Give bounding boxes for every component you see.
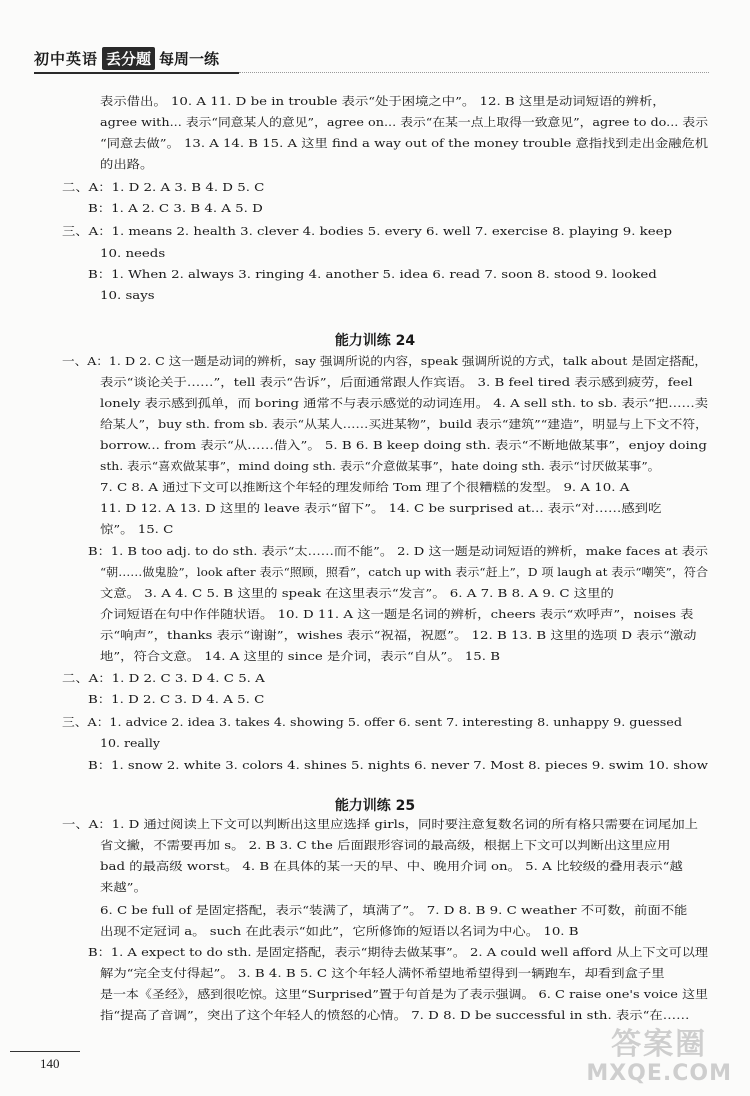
watermark	[586, 1019, 732, 1086]
text-line: 二、A：1. D 2. A 3. B 4. D 5. C	[62, 180, 265, 194]
running-header	[34, 46, 219, 70]
text-line: 来越”。	[100, 880, 147, 894]
text-line: 表示借出。 10. A 11. D be in trouble 表示“处于困境之中”。 12. B 这里是动词短语的辨析，	[100, 94, 666, 108]
text-line: B：1. A 2. C 3. B 4. A 5. D	[88, 201, 263, 215]
text-line: 11. D 12. A 13. D 这里的 leave 表示“留下”。 14. C be surprised at... 表示“对……感到吃	[100, 501, 662, 515]
text-line: B：1. When 2. always 3. ringing 4. another 5. idea 6. read 7. soon 8. stood 9. looked	[88, 267, 657, 281]
book-title: 初中英语	[34, 49, 99, 68]
text-line: 三、A：1. means 2. health 3. clever 4. bodies 5. every 6. well 7. exercise 8. playing 9. keep	[62, 224, 672, 238]
text-line: B：1. A expect to do sth. 是固定搭配，表示“期待去做某事”。 2. A could well afford 从上下文可以理	[88, 945, 709, 959]
text-line: B：1. D 2. C 3. D 4. A 5. C	[88, 692, 265, 706]
page-number: 140	[40, 1056, 60, 1071]
text-line: 文意。 3. A 4. C 5. B 这里的 speak 在这里表示“发言”。 6. A 7. B 8. A 9. C 这里的	[100, 586, 614, 600]
text-line: 10. says	[100, 288, 155, 302]
section-title-24: 能力训练 24	[334, 333, 416, 349]
header-rule	[34, 72, 239, 74]
text-line: 的出路。	[100, 157, 154, 171]
text-line: agree with... 表示“同意某人的意见”，agree on... 表示“在某一点上取得一致意见”，agree to do... 表示	[100, 115, 708, 129]
text-line: 是一本《圣经》，感到很吃惊。这里“Surprised”置于句首是为了表示强调。 6. C raise one's voice 这里	[100, 987, 708, 1001]
text-line: 6. C be full of 是固定搭配，表示“装满了，填满了”。 7. D 8. B 9. C weather 不可数，前面不能	[100, 903, 688, 917]
series-subtitle: 每周一练	[159, 49, 220, 68]
text-line: 7. C 8. A 通过下文可以推断这个年轻的理发师给 Tom 理了个很糟糕的发型。 9. A 10. A	[100, 480, 630, 494]
text-line: 一、A：1. D 2. C 这一题是动词的辨析，say 强调所说的内容，speak 强调所说的方式，talk about 是固定搭配，	[62, 354, 707, 368]
text-line: 三、A：1. advice 2. idea 3. takes 4. showing 5. offer 6. sent 7. interesting 8. unhappy 9. guessed	[62, 715, 683, 729]
text-line: 给某人”，buy sth. from sb. 表示“从某人……买进某物”，build 表示“建筑”“建造”，明显与上下文不符，	[100, 417, 708, 431]
text-line: B：1. B too adj. to do sth. 表示“太……而不能”。 2. D 这一题是动词短语的辨析，make faces at 表示	[88, 544, 708, 558]
text-line: “同意去做”。 13. A 14. B 15. A 这里 find a way out of the money trouble 意指找到走出金融危机	[100, 136, 708, 150]
text-line: 地”，符合文意。 14. A 这里的 since 是介词，表示“自从”。 15. B	[100, 649, 500, 663]
text-line: bad 的最高级 worst。 4. B 在具体的某一天的早、中、晚用介词 on。 5. A 比较级的叠用表示“越	[100, 859, 683, 873]
header-dotted-rule	[239, 72, 709, 73]
footer-rule	[10, 1051, 80, 1052]
text-line: borrow... from 表示“从……借入”。 5. B 6. B keep doing sth. 表示“不断地做某事”，enjoy doing	[100, 438, 707, 452]
text-line: 解为“完全支付得起”。 3. B 4. B 5. C 这个年轻人满怀希望地希望得到一辆跑车，却看到盒子里	[100, 966, 665, 980]
series-badge: 丢分题	[102, 47, 155, 70]
watermark-logo: 答案圈	[611, 1027, 708, 1062]
text-line: lonely 表示感到孤单，而 boring 通常不与表示感觉的动词连用。 4. A sell sth. to sb. 表示“把……卖	[100, 396, 708, 410]
text-line: 指“提高了音调”，突出了这个年轻人的愤怒的心情。 7. D 8. D be successful in sth. 表示“在……	[100, 1008, 690, 1022]
text-line: “朝……做鬼脸”，look after 表示“照顾，照看”，catch up with 表示“赶上”，D 项 laugh at 表示“嘲笑”，符合	[100, 565, 708, 579]
text-line: 示“响声”，thanks 表示“谢谢”，wishes 表示“祝福，祝愿”。 12. B 13. B 这里的选项 D 表示“激动	[100, 628, 697, 642]
text-line: 介词短语在句中作伴随状语。 10. D 11. A 这一题是名词的辨析，cheers 表示“欢呼声”，noises 表	[100, 607, 694, 621]
text-line: sth. 表示“喜欢做某事”，mind doing sth. 表示“介意做某事”，hate doing sth. 表示“讨厌做某事”。	[100, 459, 660, 473]
text-line: 10. needs	[100, 246, 166, 260]
text-line: 10. really	[100, 736, 160, 750]
text-line: 省文撇，不需要再加 s。 2. B 3. C the 后面跟形容词的最高级，根据上下文可以判断出这里应用	[100, 838, 671, 852]
text-line: 二、A：1. D 2. C 3. D 4. C 5. A	[62, 671, 265, 685]
text-line: 惊”。 15. C	[100, 522, 174, 536]
text-line: 一、A：1. D 通过阅读上下文可以判断出这里应选择 girls，同时要注意复数名词的所有格只需要在词尾加上	[62, 817, 699, 831]
text-line: 表示“谈论关于……”，tell 表示“告诉”，后面通常跟人作宾语。 3. B feel tired 表示感到疲劳，feel	[100, 375, 693, 389]
watermark-url: MXQE.COM	[586, 1061, 732, 1086]
text-line: 出现不定冠词 a。 such 在此表示“如此”，它所修饰的短语以名词为中心。 10. B	[100, 924, 579, 938]
section-title-25: 能力训练 25	[334, 798, 416, 814]
text-line: B：1. snow 2. white 3. colors 4. shines 5. nights 6. never 7. Most 8. pieces 9. swim 10. show	[88, 758, 708, 772]
